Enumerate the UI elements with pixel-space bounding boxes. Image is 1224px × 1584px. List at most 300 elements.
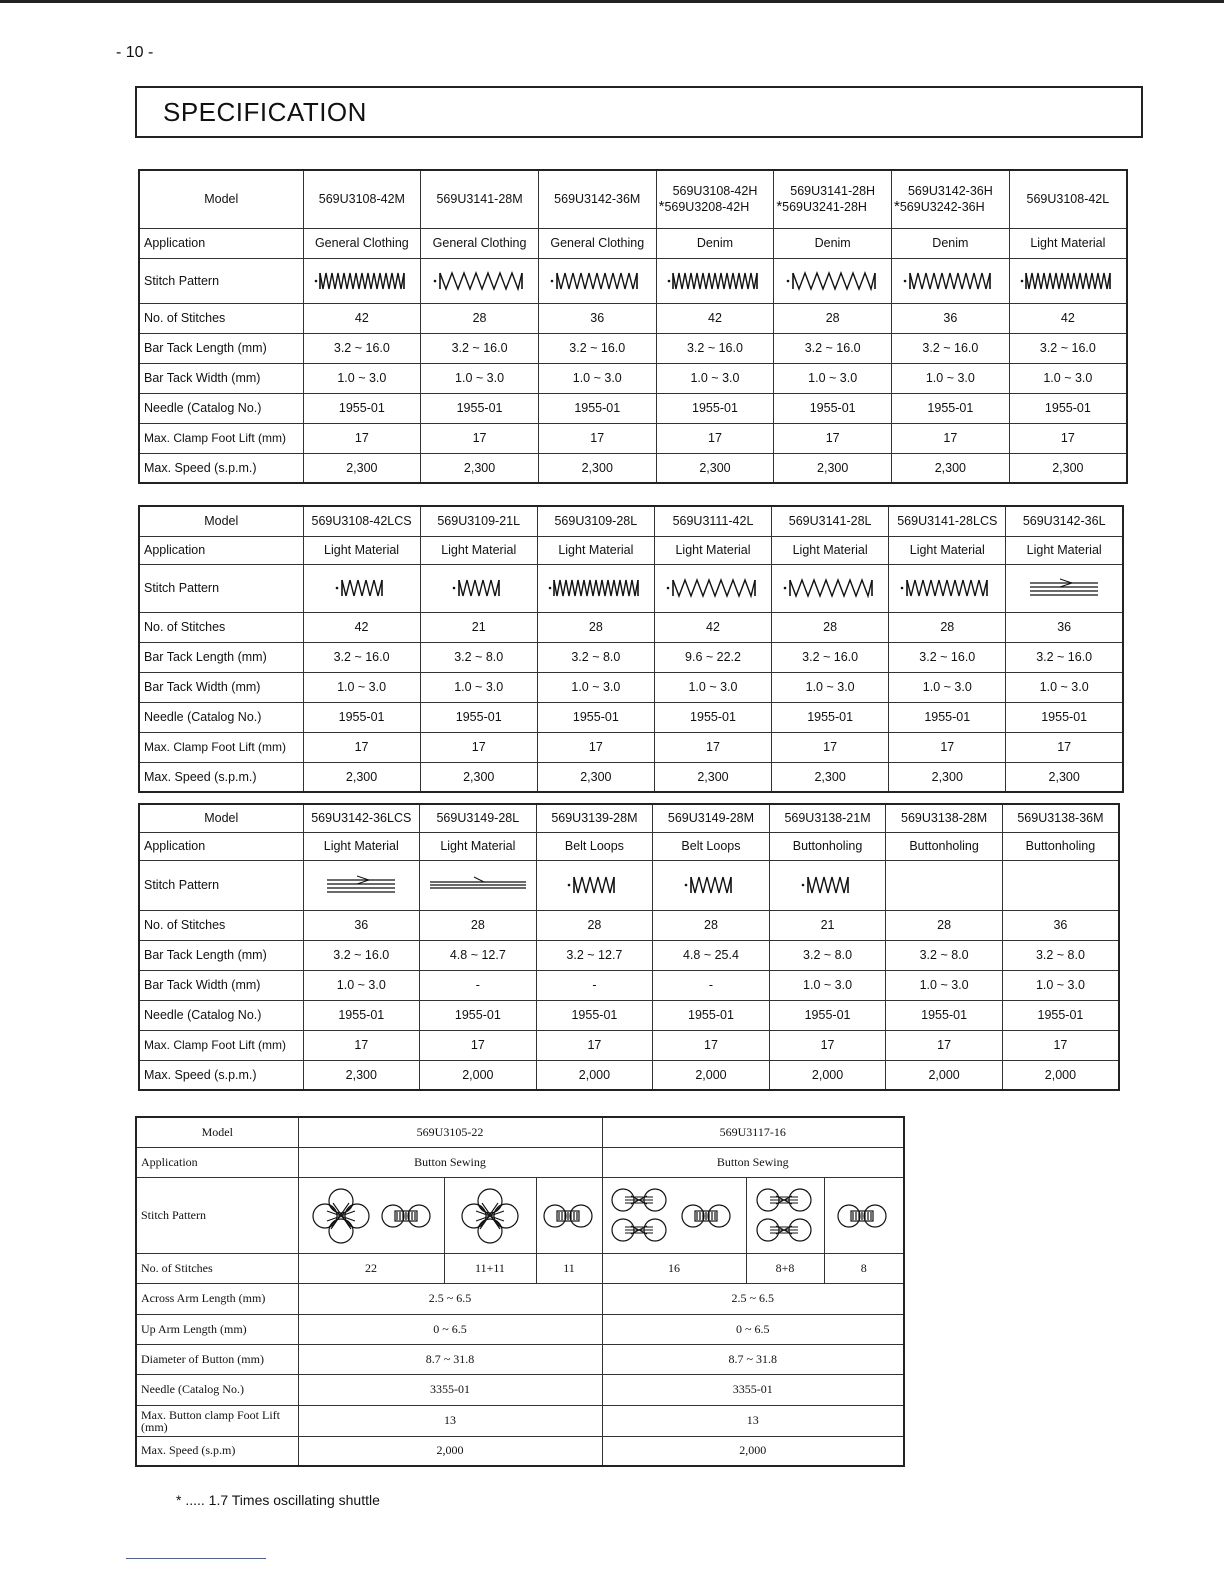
stitch-pattern-cell xyxy=(656,258,774,303)
application-cell: Denim xyxy=(656,228,774,258)
row-label-model: Model xyxy=(139,170,303,228)
value-cell: 28 xyxy=(889,612,1006,642)
value-cell: 21 xyxy=(420,612,537,642)
value-cell: 17 xyxy=(653,1030,770,1060)
row-label-no-stitches: No. of Stitches xyxy=(139,910,303,940)
value-cell: 28 xyxy=(421,303,539,333)
value-cell: 1.0 ~ 3.0 xyxy=(892,363,1010,393)
application-cell: Button Sewing xyxy=(602,1147,904,1177)
value-cell: 2,300 xyxy=(656,453,774,483)
value-cell: 3.2 ~ 16.0 xyxy=(892,333,1010,363)
application-cell: Button Sewing xyxy=(298,1147,602,1177)
row-label-model: Model xyxy=(139,804,303,832)
value-cell: 3.2 ~ 16.0 xyxy=(1006,642,1123,672)
table-row xyxy=(139,762,1123,792)
value-cell: 2.5 ~ 6.5 xyxy=(298,1283,602,1314)
value-cell: 1.0 ~ 3.0 xyxy=(656,363,774,393)
row-label-application: Application xyxy=(139,832,303,860)
value-cell: 1955-01 xyxy=(892,393,1010,423)
model-cell: 569U3142-36M xyxy=(538,170,656,228)
value-cell: 1.0 ~ 3.0 xyxy=(303,672,420,702)
model-cell: 569U3141-28M xyxy=(421,170,539,228)
value-cell: 2,000 xyxy=(769,1060,886,1090)
stitch-pattern-cell xyxy=(746,1177,824,1253)
value-cell: 1955-01 xyxy=(421,393,539,423)
spec-table-3 xyxy=(138,803,1120,1091)
value-cell: 17 xyxy=(772,732,889,762)
value-cell: 4.8 ~ 12.7 xyxy=(420,940,537,970)
stitch-pattern-cell xyxy=(536,1177,602,1253)
application-cell: Light Material xyxy=(420,832,537,860)
table-row xyxy=(139,1030,1119,1060)
value-cell: 0 ~ 6.5 xyxy=(298,1314,602,1344)
zigzag-pattern-icon xyxy=(564,873,624,897)
value-cell: 17 xyxy=(1002,1030,1119,1060)
value-cell: 22 xyxy=(298,1253,444,1283)
value-cell: 1955-01 xyxy=(303,702,420,732)
value-cell: 3355-01 xyxy=(298,1374,602,1405)
application-cell: Denim xyxy=(892,228,1010,258)
zigzag-pattern-icon xyxy=(449,576,509,600)
value-cell: 1955-01 xyxy=(420,1000,537,1030)
row-label-diameter: Diameter of Button (mm) xyxy=(136,1344,298,1374)
value-cell: 36 xyxy=(1006,612,1123,642)
page-title: SPECIFICATION xyxy=(163,97,367,127)
row-label-needle: Needle (Catalog No.) xyxy=(139,702,303,732)
application-cell: Denim xyxy=(774,228,892,258)
table-row xyxy=(139,612,1123,642)
two-hole-pattern-icon xyxy=(829,1183,899,1247)
value-cell: 2.5 ~ 6.5 xyxy=(602,1283,904,1314)
model-cell: 569U3138-28M xyxy=(886,804,1003,832)
application-cell: General Clothing xyxy=(303,228,421,258)
row-label-speed: Max. Speed (s.p.m.) xyxy=(139,1060,303,1090)
value-cell: 42 xyxy=(1009,303,1127,333)
stitch-pattern-cell xyxy=(772,564,889,612)
value-cell: 2,300 xyxy=(889,762,1006,792)
table-row xyxy=(136,1177,904,1253)
table-row xyxy=(139,506,1123,536)
value-cell: 36 xyxy=(538,303,656,333)
value-cell: 17 xyxy=(537,732,654,762)
value-cell: - xyxy=(536,970,653,1000)
value-cell: 3.2 ~ 8.0 xyxy=(886,940,1003,970)
zigzag-pattern-icon xyxy=(549,269,645,293)
value-cell: 2,000 xyxy=(886,1060,1003,1090)
table-row xyxy=(136,1405,904,1436)
table-row xyxy=(139,536,1123,564)
value-cell: 13 xyxy=(602,1405,904,1436)
value-cell: 1.0 ~ 3.0 xyxy=(886,970,1003,1000)
stitch-pattern-cell xyxy=(769,860,886,910)
table-row xyxy=(139,940,1119,970)
row-label-no-stitches: No. of Stitches xyxy=(139,612,303,642)
value-cell: 1955-01 xyxy=(303,1000,420,1030)
table-row xyxy=(139,860,1119,910)
zigzag-pattern-icon xyxy=(899,576,995,600)
row-label-model: Model xyxy=(136,1117,298,1147)
stitch-pattern-cell xyxy=(298,1177,444,1253)
value-cell: 3.2 ~ 16.0 xyxy=(772,642,889,672)
zigzag-pattern-icon xyxy=(798,873,858,897)
model-cell: 569U3138-36M xyxy=(1002,804,1119,832)
row-label-stitch-pattern: Stitch Pattern xyxy=(136,1177,298,1253)
value-cell: 28 xyxy=(886,910,1003,940)
row-label-up-arm: Up Arm Length (mm) xyxy=(136,1314,298,1344)
value-cell: 1955-01 xyxy=(654,702,771,732)
table-row xyxy=(136,1147,904,1177)
stitch-pattern-cell xyxy=(1006,564,1123,612)
model-cell: 569U3117-16 xyxy=(602,1117,904,1147)
application-cell: Buttonholing xyxy=(1002,832,1119,860)
star-mark: * xyxy=(776,197,783,215)
row-label-stitch-pattern: Stitch Pattern xyxy=(139,860,303,910)
value-cell: 1955-01 xyxy=(653,1000,770,1030)
row-label-bar-tack-width: Bar Tack Width (mm) xyxy=(139,672,303,702)
value-cell: 3.2 ~ 16.0 xyxy=(538,333,656,363)
value-cell: 13 xyxy=(298,1405,602,1436)
zigzag-pattern-icon xyxy=(541,576,651,600)
model-cell: 569U3109-28L xyxy=(537,506,654,536)
value-cell: 3.2 ~ 16.0 xyxy=(656,333,774,363)
value-cell: 11 xyxy=(536,1253,602,1283)
value-cell: 1.0 ~ 3.0 xyxy=(889,672,1006,702)
value-cell: 2,300 xyxy=(1006,762,1123,792)
zigzag-pattern-icon xyxy=(1020,269,1116,293)
value-cell: 9.6 ~ 22.2 xyxy=(654,642,771,672)
application-cell: Belt Loops xyxy=(653,832,770,860)
value-cell: 1955-01 xyxy=(420,702,537,732)
model-cell: 569U3138-21M xyxy=(769,804,886,832)
value-cell: 17 xyxy=(303,423,421,453)
row-label-speed: Max. Speed (s.p.m.) xyxy=(139,453,303,483)
row-label-clamp-lift: Max. Button clamp Foot Lift (mm) xyxy=(136,1405,298,1436)
value-cell: 2,000 xyxy=(602,1436,904,1466)
value-cell: 1.0 ~ 3.0 xyxy=(420,672,537,702)
value-cell: 36 xyxy=(303,910,420,940)
value-cell: 2,000 xyxy=(298,1436,602,1466)
value-cell: 3.2 ~ 16.0 xyxy=(889,642,1006,672)
value-cell: 17 xyxy=(886,1030,1003,1060)
model-cell: 569U3141-28LCS xyxy=(889,506,1006,536)
value-cell: 28 xyxy=(536,910,653,940)
value-cell: 1.0 ~ 3.0 xyxy=(538,363,656,393)
two-hole-pattern-icon xyxy=(539,1183,599,1247)
model-cell: 569U3108-42H *569U3208-42H xyxy=(656,170,774,228)
straight-tack-pattern-icon xyxy=(1024,573,1104,603)
stitch-pattern-cell xyxy=(420,564,537,612)
value-cell: 28 xyxy=(774,303,892,333)
row-label-application: Application xyxy=(139,536,303,564)
zigzag-pattern-icon xyxy=(432,269,528,293)
value-cell: 2,300 xyxy=(892,453,1010,483)
stitch-pattern-cell xyxy=(774,258,892,303)
value-cell: 16 xyxy=(602,1253,746,1283)
value-cell: 17 xyxy=(538,423,656,453)
table-row xyxy=(136,1344,904,1374)
value-cell: 17 xyxy=(889,732,1006,762)
row-label-application: Application xyxy=(136,1147,298,1177)
value-cell: 36 xyxy=(1002,910,1119,940)
row-label-needle: Needle (Catalog No.) xyxy=(139,393,303,423)
value-cell: 1.0 ~ 3.0 xyxy=(769,970,886,1000)
model-cell: 569U3142-36H *569U3242-36H xyxy=(892,170,1010,228)
value-cell: 17 xyxy=(769,1030,886,1060)
value-cell: 1.0 ~ 3.0 xyxy=(1009,363,1127,393)
table-row xyxy=(136,1117,904,1147)
four-hole-cross-pattern-icon xyxy=(301,1183,441,1247)
stitch-pattern-cell xyxy=(538,258,656,303)
value-cell: 2,300 xyxy=(537,762,654,792)
value-cell: 8.7 ~ 31.8 xyxy=(602,1344,904,1374)
value-cell: 3.2 ~ 16.0 xyxy=(303,940,420,970)
value-cell: 1955-01 xyxy=(886,1000,1003,1030)
value-cell: 2,300 xyxy=(421,453,539,483)
application-cell: Light Material xyxy=(772,536,889,564)
value-cell: 3.2 ~ 16.0 xyxy=(421,333,539,363)
row-label-stitch-pattern: Stitch Pattern xyxy=(139,258,303,303)
row-label-needle: Needle (Catalog No.) xyxy=(139,1000,303,1030)
value-cell: 2,300 xyxy=(1009,453,1127,483)
table-row xyxy=(139,228,1127,258)
row-label-bar-tack-length: Bar Tack Length (mm) xyxy=(139,333,303,363)
table-row xyxy=(139,453,1127,483)
model-cell: 569U3111-42L xyxy=(654,506,771,536)
model-cell: 569U3108-42L xyxy=(1009,170,1127,228)
model-cell: 569U3105-22 xyxy=(298,1117,602,1147)
table-row xyxy=(139,423,1127,453)
value-cell: 2,300 xyxy=(774,453,892,483)
value-cell: 17 xyxy=(892,423,1010,453)
zigzag-pattern-icon xyxy=(782,576,878,600)
value-cell: 17 xyxy=(420,732,537,762)
value-cell: 1955-01 xyxy=(774,393,892,423)
application-cell: General Clothing xyxy=(421,228,539,258)
row-label-bar-tack-length: Bar Tack Length (mm) xyxy=(139,940,303,970)
application-cell: Belt Loops xyxy=(536,832,653,860)
stitch-pattern-cell xyxy=(824,1177,904,1253)
model-cell: 569U3149-28L xyxy=(420,804,537,832)
value-cell: 17 xyxy=(1009,423,1127,453)
value-cell: 1955-01 xyxy=(1006,702,1123,732)
value-cell: 1.0 ~ 3.0 xyxy=(303,970,420,1000)
zigzag-pattern-icon xyxy=(663,576,763,600)
table-row xyxy=(139,333,1127,363)
table-row xyxy=(136,1283,904,1314)
table-row xyxy=(139,564,1123,612)
value-cell: 1.0 ~ 3.0 xyxy=(421,363,539,393)
value-cell: 8 xyxy=(824,1253,904,1283)
title-box xyxy=(135,86,1143,138)
application-cell: Buttonholing xyxy=(886,832,1003,860)
value-cell: 3.2 ~ 8.0 xyxy=(420,642,537,672)
value-cell: 3355-01 xyxy=(602,1374,904,1405)
row-label-application: Application xyxy=(139,228,303,258)
value-cell: - xyxy=(420,970,537,1000)
value-cell: 3.2 ~ 8.0 xyxy=(537,642,654,672)
value-cell: 8+8 xyxy=(746,1253,824,1283)
table-row xyxy=(136,1374,904,1405)
row-label-needle: Needle (Catalog No.) xyxy=(136,1374,298,1405)
row-label-clamp-lift: Max. Clamp Foot Lift (mm) xyxy=(139,1030,303,1060)
value-cell: 2,000 xyxy=(420,1060,537,1090)
stitch-pattern-cell xyxy=(444,1177,536,1253)
table-row xyxy=(139,170,1127,228)
row-label-no-stitches: No. of Stitches xyxy=(139,303,303,333)
value-cell: 3.2 ~ 16.0 xyxy=(774,333,892,363)
row-label-model: Model xyxy=(139,506,303,536)
table-row xyxy=(139,1000,1119,1030)
value-cell: 2,300 xyxy=(303,1060,420,1090)
value-cell: 21 xyxy=(769,910,886,940)
stitch-pattern-cell xyxy=(602,1177,746,1253)
value-cell: 17 xyxy=(774,423,892,453)
stitch-pattern-cell xyxy=(420,860,537,910)
value-cell: 11+11 xyxy=(444,1253,536,1283)
spec-table-1 xyxy=(138,169,1128,484)
value-cell: 1955-01 xyxy=(772,702,889,732)
value-cell: 2,300 xyxy=(772,762,889,792)
star-mark: * xyxy=(894,197,900,215)
straight-tack-pattern-icon xyxy=(428,870,528,900)
model-cell: 569U3109-21L xyxy=(420,506,537,536)
row-label-no-stitches: No. of Stitches xyxy=(136,1253,298,1283)
row-label-stitch-pattern: Stitch Pattern xyxy=(139,564,303,612)
value-cell: 17 xyxy=(421,423,539,453)
value-cell: 17 xyxy=(420,1030,537,1060)
value-cell: 3.2 ~ 8.0 xyxy=(1002,940,1119,970)
table-row xyxy=(136,1436,904,1466)
value-cell: 17 xyxy=(654,732,771,762)
row-label-speed: Max. Speed (s.p.m.) xyxy=(139,762,303,792)
stitch-pattern-cell xyxy=(892,258,1010,303)
value-cell: 28 xyxy=(537,612,654,642)
value-cell: 42 xyxy=(303,303,421,333)
model-cell: 569U3141-28H *569U3241-28H xyxy=(774,170,892,228)
application-cell: General Clothing xyxy=(538,228,656,258)
value-cell: 0 ~ 6.5 xyxy=(602,1314,904,1344)
value-cell: 1955-01 xyxy=(536,1000,653,1030)
stitch-pattern-cell xyxy=(1009,258,1127,303)
value-cell: 1955-01 xyxy=(656,393,774,423)
model-cell: 569U3141-28L xyxy=(772,506,889,536)
application-cell: Light Material xyxy=(537,536,654,564)
value-cell: 1955-01 xyxy=(1002,1000,1119,1030)
value-cell: 2,000 xyxy=(536,1060,653,1090)
table-row xyxy=(139,642,1123,672)
page-number: - 10 - xyxy=(116,44,154,61)
zigzag-pattern-icon xyxy=(681,873,741,897)
value-cell: 1955-01 xyxy=(303,393,421,423)
value-cell: 2,000 xyxy=(653,1060,770,1090)
application-cell: Light Material xyxy=(303,832,420,860)
value-cell: 42 xyxy=(303,612,420,642)
model-cell: 569U3142-36LCS xyxy=(303,804,420,832)
table-row xyxy=(139,910,1119,940)
four-hole-cross-pattern-icon xyxy=(450,1183,530,1247)
stitch-pattern-cell xyxy=(421,258,539,303)
table-row xyxy=(139,393,1127,423)
table-row xyxy=(139,258,1127,303)
stitch-pattern-cell xyxy=(886,860,1003,910)
value-cell: 17 xyxy=(656,423,774,453)
model-cell: 569U3149-28M xyxy=(653,804,770,832)
value-cell: 17 xyxy=(536,1030,653,1060)
row-label-clamp-lift: Max. Clamp Foot Lift (mm) xyxy=(139,732,303,762)
stitch-pattern-cell xyxy=(654,564,771,612)
zigzag-pattern-icon xyxy=(667,269,763,293)
value-cell: 8.7 ~ 31.8 xyxy=(298,1344,602,1374)
value-cell: 1955-01 xyxy=(1009,393,1127,423)
application-cell: Light Material xyxy=(420,536,537,564)
table-row xyxy=(139,970,1119,1000)
table-row xyxy=(139,672,1123,702)
value-cell: 1.0 ~ 3.0 xyxy=(303,363,421,393)
four-hole-parallel-pattern-icon xyxy=(605,1183,745,1247)
model-cell: 569U3139-28M xyxy=(536,804,653,832)
value-cell: 17 xyxy=(303,1030,420,1060)
spec-table-2 xyxy=(138,505,1124,793)
value-cell: 42 xyxy=(654,612,771,642)
value-cell: 1.0 ~ 3.0 xyxy=(1002,970,1119,1000)
table-row xyxy=(139,303,1127,333)
table-row xyxy=(139,804,1119,832)
four-hole-parallel-pattern-icon xyxy=(750,1183,820,1247)
value-cell: 3.2 ~ 16.0 xyxy=(303,642,420,672)
star-mark: * xyxy=(658,197,665,215)
zigzag-pattern-icon xyxy=(785,269,881,293)
value-cell: 2,000 xyxy=(1002,1060,1119,1090)
value-cell: 3.2 ~ 16.0 xyxy=(1009,333,1127,363)
table-row xyxy=(139,363,1127,393)
application-cell: Light Material xyxy=(889,536,1006,564)
value-cell: 2,300 xyxy=(538,453,656,483)
value-cell: 17 xyxy=(1006,732,1123,762)
stitch-pattern-cell xyxy=(889,564,1006,612)
value-cell: 17 xyxy=(303,732,420,762)
value-cell: 1.0 ~ 3.0 xyxy=(537,672,654,702)
model-cell: 569U3108-42LCS xyxy=(303,506,420,536)
stitch-pattern-cell xyxy=(653,860,770,910)
table-row xyxy=(136,1314,904,1344)
stitch-pattern-cell xyxy=(303,258,421,303)
stitch-pattern-cell xyxy=(1002,860,1119,910)
footnote: * ..... 1.7 Times oscillating shuttle xyxy=(176,1492,380,1508)
value-cell: 1.0 ~ 3.0 xyxy=(654,672,771,702)
value-cell: 2,300 xyxy=(420,762,537,792)
value-cell: 1.0 ~ 3.0 xyxy=(1006,672,1123,702)
application-cell: Light Material xyxy=(1009,228,1127,258)
row-label-across-arm: Across Arm Length (mm) xyxy=(136,1283,298,1314)
value-cell: 3.2 ~ 8.0 xyxy=(769,940,886,970)
zigzag-pattern-icon xyxy=(314,269,410,293)
value-cell: 4.8 ~ 25.4 xyxy=(653,940,770,970)
value-cell: 1.0 ~ 3.0 xyxy=(772,672,889,702)
table-row xyxy=(136,1253,904,1283)
zigzag-pattern-icon xyxy=(902,269,998,293)
table-row xyxy=(139,1060,1119,1090)
value-cell: 2,300 xyxy=(654,762,771,792)
value-cell: 2,300 xyxy=(303,453,421,483)
application-cell: Light Material xyxy=(1006,536,1123,564)
spec-table-button-sewing xyxy=(135,1116,905,1467)
row-label-speed: Max. Speed (s.p.m) xyxy=(136,1436,298,1466)
value-cell: 3.2 ~ 12.7 xyxy=(536,940,653,970)
bottom-rule xyxy=(126,1558,266,1559)
straight-tack-pattern-icon xyxy=(321,870,401,900)
stitch-pattern-cell xyxy=(303,860,420,910)
application-cell: Buttonholing xyxy=(769,832,886,860)
